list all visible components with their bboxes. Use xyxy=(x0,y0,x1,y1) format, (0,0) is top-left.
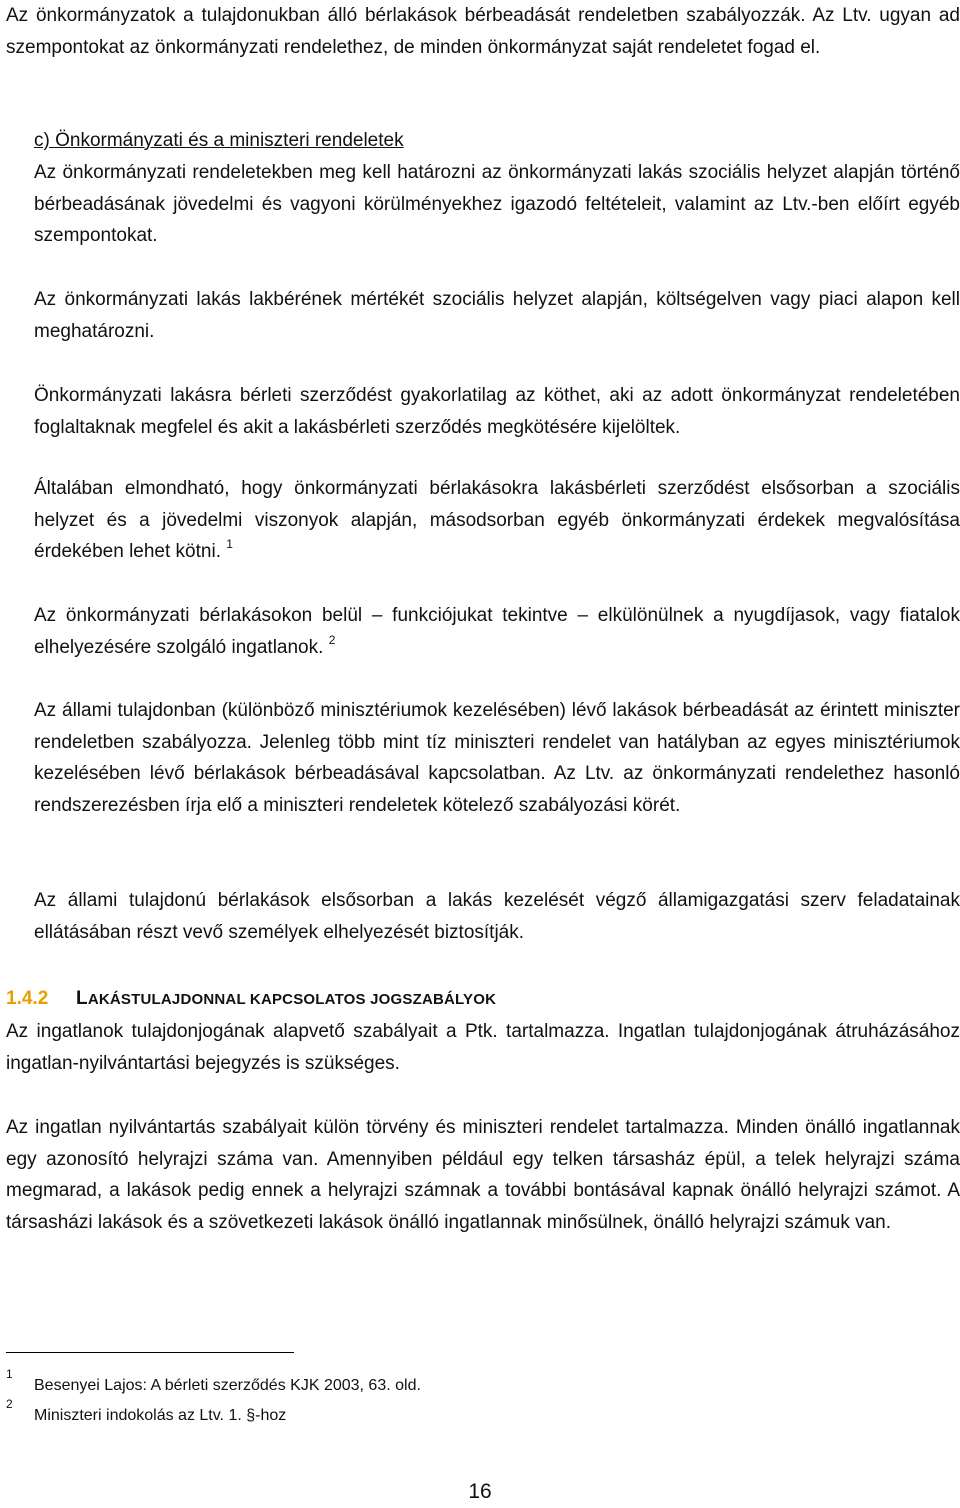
section-c-paragraph-2: Az önkormányzati lakás lakbérének mértékét szociális helyzet alapján, költségelven vagy piaci alapon kell meghatározni. xyxy=(34,289,960,342)
section-c-paragraph-1: Az önkormányzati rendeletekben meg kell határozni az önkormányzati lakás szociális helyzet alapján történő bérbeadásának jövedelmi és vagyoni körülményekhez igazodó feltételeit, valamint az Ltv.-ben előírt egyéb szempontokat. xyxy=(34,162,960,246)
section-title xyxy=(76,988,496,1009)
section-c-heading: c) Önkormányzati és a miniszteri rendeletek xyxy=(34,130,404,151)
section-c-paragraph-3: Önkormányzati lakásra bérleti szerződést gyakorlatilag az köthet, aki az adott önkormányzat rendeletében foglaltaknak megfelel és akit a lakásbérleti szerződés megkötésére kijelöltek. xyxy=(34,385,960,438)
section-c-paragraph-6: Az állami tulajdonban (különböző minisztériumok kezelésében) lévő lakások bérbeadását az érintett miniszter rendeletben szabályozza. Jelenleg több mint tíz miniszteri rendelet van hatályban az egyes minisztériumok kezelésében lévő bérlakások bérbeadásával kapcsolatban. Az Ltv. az önkormányzati rendelethez hasonló rendszerezésben írja elő a miniszteri rendeletek kötelező szabályozási körét. xyxy=(34,700,960,816)
paragraph-text: Általában elmondható, hogy önkormányzati bérlakásokra lakásbérleti szerződést elsősorban a szociális helyzet és a jövedelmi viszonyok alapján, másodsorban egyéb önkormányzati érdekek megvalósítása érdekében lehet kötni. xyxy=(34,478,960,562)
title-initial: L xyxy=(76,988,88,1009)
section-1-4-2-heading xyxy=(6,983,496,1016)
footnote-number: 1 xyxy=(6,1367,13,1381)
intro-paragraph: Az önkormányzatok a tulajdonukban álló bérlakások bérbeadását rendeletben szabályozzák. Az Ltv. ugyan ad szempontokat az önkormányzati rendelethez, de minden önkormányzat saját rendeletet fogad el. xyxy=(6,5,960,58)
title-smallcaps-2: TULAJDONNAL KAPCSOLATOS JOGSZABÁLYOK xyxy=(131,991,497,1008)
footnote-ref-2: 2 xyxy=(328,632,336,647)
title-smallcaps-1: AKÁS xyxy=(87,991,132,1008)
section-1-4-2-paragraph-2: Az ingatlan nyilvántartás szabályait külön törvény és miniszteri rendelet tartalmazza. Minden önálló ingatlannak egy azonosító helyrajzi száma van. Amennyiben például egy telken társasház épül, a telek helyrajzi száma megmarad, a lakások pedig ennek a helyrajzi számnak a további bontásával kapnak önálló helyrajzi számot. A társasházi lakások és a szövetkezeti lakások önálló ingatlannak minősülnek, önálló helyrajzi számuk van. xyxy=(6,1117,960,1233)
section-c-paragraph-4 xyxy=(34,473,960,568)
footnote-separator xyxy=(6,1352,294,1353)
page-number: 16 xyxy=(468,1480,492,1503)
section-c-paragraph-7: Az állami tulajdonú bérlakások elsősorban a lakás kezelését végző államigazgatási szerv feladatainak ellátásában részt vevő személyek elhelyezését biztosítják. xyxy=(34,890,960,943)
paragraph-text: Az önkormányzati bérlakásokon belül – funkciójukat tekintve – elkülönülnek a nyugdíjasok, vagy fiatalok elhelyezésére szolgáló ingatlanok. xyxy=(34,605,960,658)
section-number: 1.4.2 xyxy=(6,988,49,1009)
footnote-number: 2 xyxy=(6,1397,13,1411)
section-1-4-2-paragraph-1: Az ingatlanok tulajdonjogának alapvető szabályait a Ptk. tartalmazza. Ingatlan tulajdonjogának átruházásához ingatlan-nyilvántartási bejegyzés is szükséges. xyxy=(6,1021,960,1074)
footnote-text: Besenyei Lajos: A bérleti szerződés KJK 2003, 63. old. xyxy=(34,1377,421,1394)
footnote-ref-1: 1 xyxy=(226,537,233,551)
section-c-paragraph-5 xyxy=(34,600,960,663)
footnote-text: Miniszteri indokolás az Ltv. 1. §-hoz xyxy=(34,1407,287,1424)
